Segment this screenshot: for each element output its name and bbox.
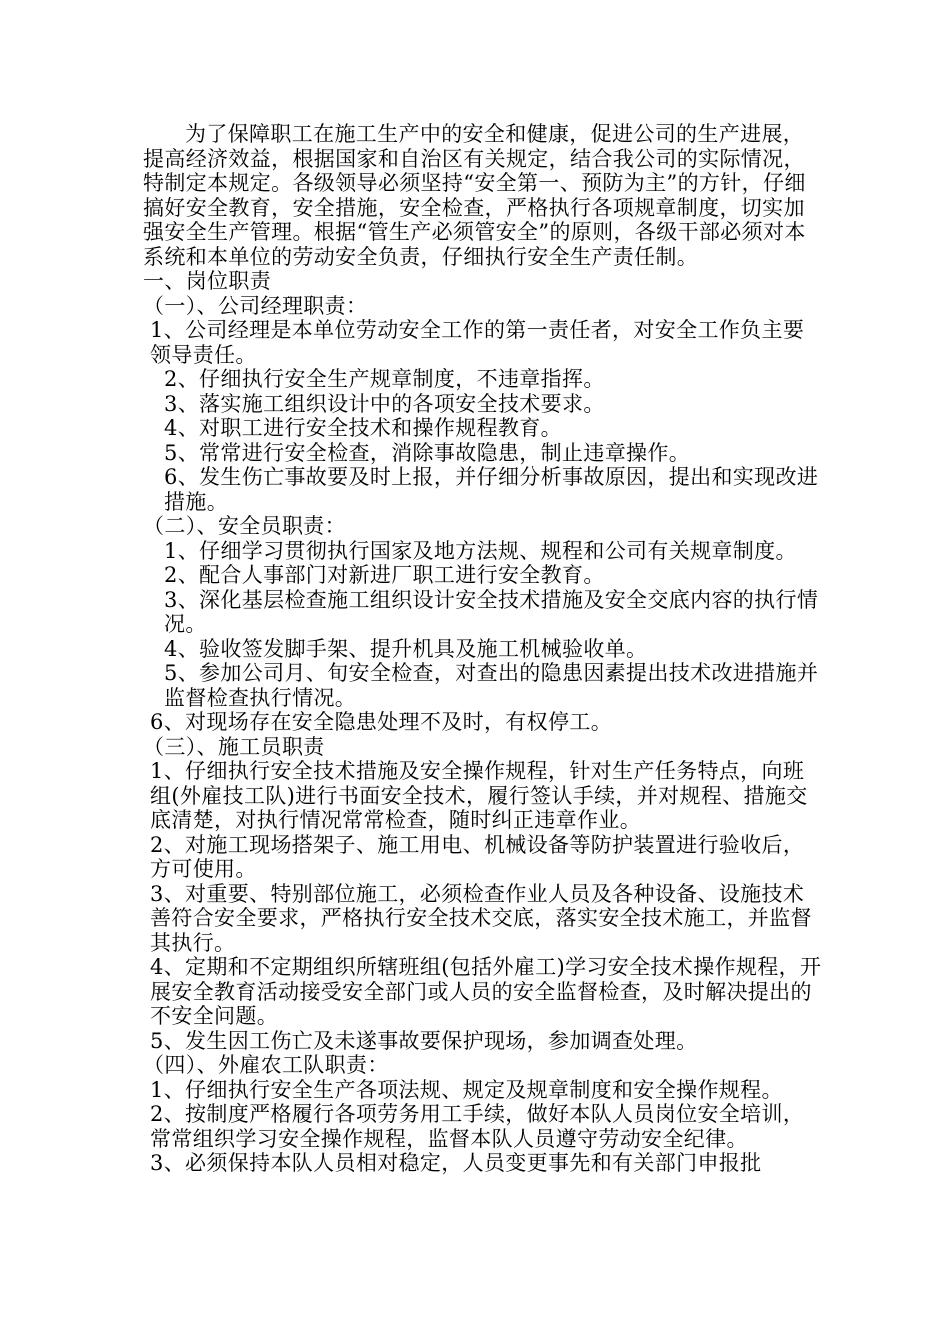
safety-officer-duty-5: 5、参加公司月、旬安全检查，对查出的隐患因素提出技术改进措施并监督检查执行情况。 [164,661,819,710]
migrant-team-duty-2: 2、按制度严格履行各项劳务用工手续，做好本队人员岗位安全培训，常常组织学习安全操作规程，监督本队人员遵守劳动安全纪律。 [150,1102,805,1151]
subsection-heading-construction-officer: （三）、施工员职责 [143,734,325,759]
manager-duty-6: 6、发生伤亡事故要及时上报，并仔细分析事故原因，提出和实现改进措施。 [164,465,819,514]
safety-officer-duty-6: 6、对现场存在安全隐患处理不及时，有权停工。 [150,710,613,734]
migrant-team-duty-1: 1、仔细执行安全生产各项法规、规定及规章制度和安全操作规程。 [150,1077,783,1102]
manager-duty-5: 5、常常进行安全检查，消除事故隐患，制止违章操作。 [164,440,691,465]
manager-duty-1: 1、公司经理是本单位劳动安全工作的第一责任者，对安全工作负主要领导责任。 [150,318,805,367]
section-heading: 一、岗位职责 [143,269,272,293]
subsection-heading-safety-officer: （二）、安全员职责： [143,514,346,538]
migrant-team-duty-3: 3、必须保持本队人员相对稳定，人员变更事先和有关部门申报批 [150,1151,762,1175]
construction-officer-duty-3: 3、对重要、特别部位施工，必须检查作业人员及各种设备、设施技术善符合安全要求，严格执行安全技术交底，落实安全技术施工，并监督其执行。 [150,881,812,955]
safety-officer-duty-3: 3、深化基层检查施工组织设计安全技术措施及安全交底内容的执行情况。 [164,587,819,636]
construction-officer-duty-2: 2、对施工现场搭架子、施工用电、机械设备等防护装置进行验收后，方可使用。 [150,832,805,881]
intro-paragraph: 为了保障职工在施工生产中的安全和健康，促进公司的生产进展，提高经济效益，根据国家和自治区有关规定，结合我公司的实际情况，特制定本规定。各级领导必须坚持“安全第一、预防为主”的方针，仔细搞好安全教育，安全措施，安全检查，严格执行各项规章制度，切实加强安全生产管理。根据“管生产必须管安全”的原则，各级干部必须对本系统和本单位的劳动安全负责，仔细执行安全生产责任制。 [143,122,806,269]
manager-duty-3: 3、落实施工组织设计中的各项安全技术要求。 [164,391,605,416]
construction-officer-duty-5: 5、发生因工伤亡及未遂事故要保护现场，参加调查处理。 [150,1028,698,1053]
construction-officer-duty-4: 4、定期和不定期组织所辖班组(包括外雇工)学习安全技术操作规程，开展安全教育活动接受安全部门或人员的安全监督检查，及时解决提出的不安全问题。 [150,955,822,1028]
construction-officer-duty-1: 1、仔细执行安全技术措施及安全操作规程，针对生产任务特点，向班组(外雇技工队)进行书面安全技术，履行签认手续，并对规程、措施交底清楚，对执行情况常常检查，随时纠正违章作业。 [150,759,808,832]
safety-officer-duty-4: 4、验收签发脚手架、提升机具及施工机械验收单。 [164,636,648,661]
manager-duty-4: 4、对职工进行安全技术和操作规程教育。 [164,416,563,440]
safety-officer-duty-2: 2、配合人事部门对新进厂职工进行安全教育。 [164,563,605,587]
manager-duty-2: 2、仔细执行安全生产规章制度，不违章指挥。 [164,367,605,391]
subsection-heading-manager: （一）、公司经理职责： [143,293,368,318]
safety-officer-duty-1: 1、仔细学习贯彻执行国家及地方法规、规程和公司有关规章制度。 [164,538,797,563]
document-body [143,122,823,1176]
subsection-heading-migrant-team: （四）、外雇农工队职责： [143,1053,389,1077]
